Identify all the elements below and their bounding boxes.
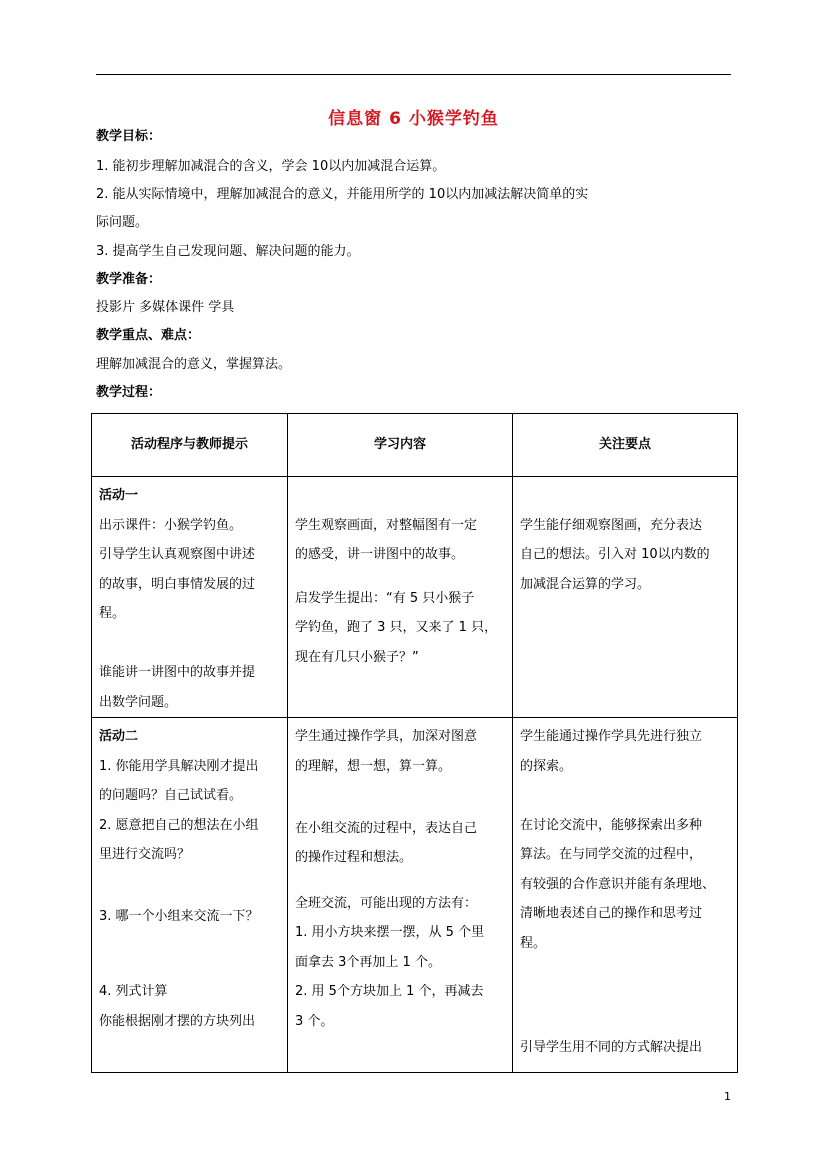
cell-text: 1. 用小方块来摆一摆，从 5 个里: [295, 925, 485, 940]
cell-text: 4. 列式计算: [99, 984, 168, 999]
table-row: [92, 718, 738, 1073]
cell-text: 程。: [520, 935, 547, 951]
cell-text: 学生能仔细观察图画，充分表达: [520, 517, 703, 533]
cell-text: 在小组交流的过程中，表达自己: [295, 820, 478, 836]
cell-text: 在讨论交流中，能够探索出多种: [520, 817, 703, 833]
cell-text: 里进行交流吗？: [99, 847, 191, 862]
cell-text: 清晰地表述自己的操作和思考过: [520, 906, 703, 921]
goal-item-1: 1. 能初步理解加减混合的含义，学会 10以内加减混合运算。: [96, 159, 446, 174]
cell-text: 引导学生用不同的方式解决提出: [520, 1040, 703, 1055]
goal-item-3: 3. 提高学生自己发现问题、解决问题的能力。: [96, 244, 360, 259]
cell-text: 学钓鱼，跑了 3 只，又来了 1 只，: [295, 620, 498, 635]
cell-text: 2. 用 5个方块加上 1 个，再减去: [295, 984, 484, 999]
cell-text: 的理解，想一想，算一算。: [295, 758, 452, 774]
goal-item-2-cont: 际问题。: [96, 215, 149, 230]
cell-text: 自己的想法。引入对 10以内数的: [520, 547, 710, 562]
cell-text: 启发学生提出：“有 5 只小猴子: [295, 590, 475, 606]
cell-text: 的故事，明白事情发展的过: [99, 576, 256, 592]
process-heading: 教学过程：: [96, 385, 162, 400]
table-header-row: [92, 414, 738, 477]
cell-text: 的探索。: [520, 758, 573, 774]
page-title: 信息窗 6 小猴学钓鱼: [328, 109, 499, 129]
cell-text: 学生观察画面，对整幅图有一定: [295, 517, 478, 533]
row2-content: [288, 718, 513, 1073]
cell-text: 的操作过程和想法。: [295, 850, 413, 865]
prep-heading: 教学准备：: [96, 272, 162, 287]
prep-text: 投影片 多媒体课件 学具: [96, 300, 235, 315]
cell-text: 全班交流，可能出现的方法有：: [295, 895, 478, 911]
cell-text: 的感受，讲一讲图中的故事。: [295, 547, 465, 562]
row1-content: [288, 477, 513, 718]
cell-text: 的问题吗？自己试试看。: [99, 788, 243, 803]
cell-text: 引导学生认真观察图中讲述: [99, 547, 256, 562]
cell-text: 谁能讲一讲图中的故事并提: [99, 665, 256, 680]
table-row: [92, 477, 738, 718]
cell-text: 出示课件：小猴学钓鱼。: [99, 517, 243, 533]
cell-text: 加减混合运算的学习。: [520, 576, 651, 592]
cell-text: 1. 你能用学具解决刚才提出: [99, 758, 259, 774]
cell-text: 程。: [99, 606, 126, 621]
cell-text: 现在有几只小猴子？”: [295, 649, 419, 665]
key-heading: 教学重点、难点：: [96, 328, 201, 343]
activity-title: 活动一: [99, 488, 139, 503]
row2-activity: [92, 718, 288, 1073]
row2-focus: [513, 718, 738, 1073]
cell-text: 2. 愿意把自己的想法在小组: [99, 817, 259, 833]
cell-text: 你能根据刚才摆的方块列出: [99, 1013, 256, 1029]
activity-title: 活动二: [99, 729, 139, 744]
goal-item-2: 2. 能从实际情境中，理解加减混合的意义，并能用所学的 10以内加减法解决简单的实: [96, 187, 589, 202]
goals-heading: 教学目标：: [96, 129, 162, 144]
cell-text: 出数学问题。: [99, 694, 178, 710]
key-text: 理解加减混合的意义，掌握算法。: [96, 357, 292, 372]
row1-focus: [513, 477, 738, 718]
cell-text: 面拿去 3个再加上 1 个。: [295, 954, 441, 970]
lesson-table: [91, 413, 738, 1073]
cell-text: 学生能通过操作学具先进行独立: [520, 729, 703, 744]
cell-text: 3 个。: [295, 1013, 334, 1029]
cell-text: 算法。在与同学交流的过程中，: [520, 847, 703, 862]
page-number: 1: [724, 1090, 731, 1103]
cell-text: 3. 哪一个小组来交流一下？: [99, 909, 259, 924]
cell-text: 学生通过操作学具，加深对图意: [295, 729, 478, 744]
header-content: 学习内容: [288, 414, 513, 477]
header-rule: [96, 74, 731, 75]
row1-activity: [92, 477, 288, 718]
header-activity: 活动程序与教师提示: [92, 414, 288, 477]
header-focus: 关注要点: [513, 414, 738, 477]
cell-text: 有较强的合作意识并能有条理地、: [520, 876, 716, 892]
